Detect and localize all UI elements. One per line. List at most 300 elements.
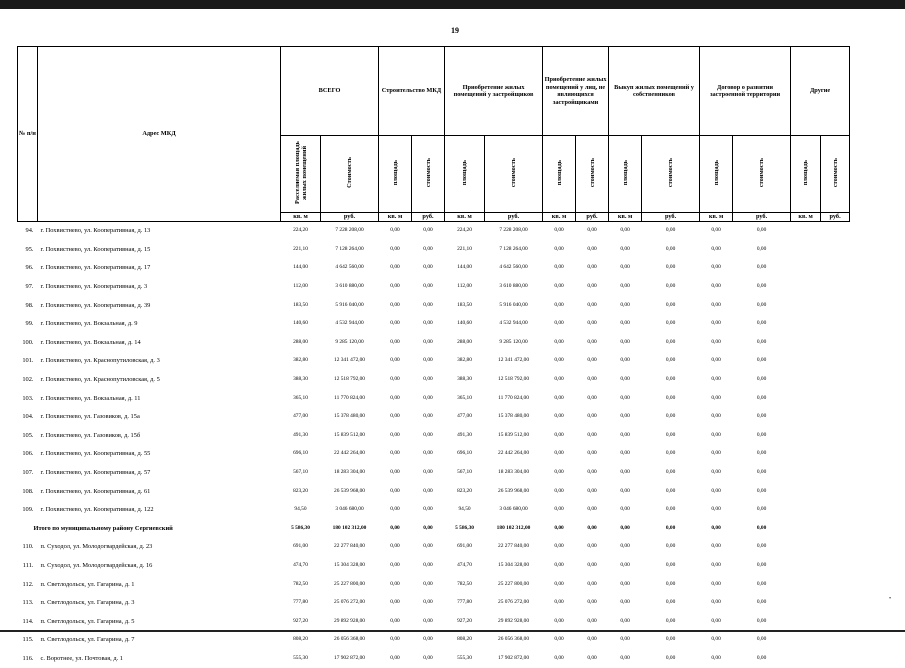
value-cell: 0,00 xyxy=(665,283,676,290)
value-cell xyxy=(821,370,850,389)
row-address: п. Светлодольск, ул. Гагарина, д. 3 xyxy=(40,599,135,607)
value-cell: 144,00 xyxy=(293,264,308,271)
value-cell: 0,00 xyxy=(665,245,676,252)
value-cell: 0,00 xyxy=(711,617,721,624)
value-cell: 15 378 480,00 xyxy=(498,413,530,420)
value-cell: 365,10 xyxy=(457,394,472,401)
value-cell: 0,00 xyxy=(665,450,676,457)
value-cell: 144,00 xyxy=(457,264,472,271)
value-cell xyxy=(821,445,850,464)
value-cell xyxy=(821,649,850,668)
value-cell: 696,10 xyxy=(293,450,308,457)
value-cell: 0,00 xyxy=(390,580,400,587)
value-cell: 0,00 xyxy=(390,469,400,476)
value-cell: 0,00 xyxy=(711,450,721,457)
value-cell: 25 076 272,00 xyxy=(334,599,365,606)
value-cell: 0,00 xyxy=(390,617,400,624)
value-cell: 0,00 xyxy=(587,617,597,624)
value-cell xyxy=(821,389,850,408)
value-cell: 0,00 xyxy=(756,580,767,587)
scan-bottom-edge xyxy=(0,630,905,632)
row-number: 103. xyxy=(22,394,34,402)
row-address: г. Похвистнево, ул. Кооперативная, д. 3 xyxy=(40,283,148,291)
value-cell: 0,00 xyxy=(587,376,597,383)
value-cell: 288,00 xyxy=(293,338,308,345)
row-address: г. Похвистнево, ул. Вокзальная, д. 11 xyxy=(40,394,141,402)
value-cell: 11 770 824,00 xyxy=(334,394,365,401)
value-cell: 94,50 xyxy=(294,506,307,513)
value-cell: 0,00 xyxy=(620,320,630,327)
value-cell: 0,00 xyxy=(665,487,676,494)
value-cell: 0,00 xyxy=(390,394,400,401)
value-cell: 0,00 xyxy=(554,320,564,327)
value-cell: 0,00 xyxy=(711,561,721,568)
value-cell: 0,00 xyxy=(587,636,597,643)
value-cell: 808,20 xyxy=(293,636,308,643)
table-row xyxy=(18,352,850,371)
value-cell: 0,00 xyxy=(587,580,597,587)
value-cell: 696,10 xyxy=(457,450,472,457)
value-cell: 0,00 xyxy=(423,320,433,327)
value-cell: 0,00 xyxy=(620,636,630,643)
col-address-header: Адрес МКД xyxy=(38,47,281,222)
value-cell: 0,00 xyxy=(711,283,721,290)
value-cell: 0,00 xyxy=(587,283,597,290)
value-cell: 0,00 xyxy=(587,431,597,438)
value-cell: 0,00 xyxy=(587,561,597,568)
value-cell: 0,00 xyxy=(423,431,433,438)
value-cell: 808,20 xyxy=(457,636,472,643)
row-address: с. Воротнее, ул. Почтовая, д. 1 xyxy=(40,654,123,662)
col-num-header: № п/н xyxy=(18,47,38,222)
value-cell: 0,00 xyxy=(711,338,721,345)
value-cell: 491,30 xyxy=(457,431,472,438)
subheader-cell xyxy=(412,136,445,213)
value-cell xyxy=(791,259,821,278)
value-cell: 0,00 xyxy=(390,524,400,531)
value-cell: 0,00 xyxy=(423,227,433,234)
value-cell: 0,00 xyxy=(756,487,767,494)
value-cell: 180 102 312,00 xyxy=(332,524,367,531)
group-header-total: ВСЕГО xyxy=(281,47,379,136)
row-address: п. Суходол, ул. Молодогвардейская, д. 16 xyxy=(40,561,153,569)
value-cell: 0,00 xyxy=(423,617,433,624)
value-cell: 0,00 xyxy=(665,561,676,568)
value-cell: 0,00 xyxy=(711,580,721,587)
unit-cell: кв. м xyxy=(700,212,733,221)
value-cell: 0,00 xyxy=(665,524,676,531)
row-number: 100. xyxy=(22,338,34,346)
row-address: п. Светлодольск, ул. Гагарина, д. 1 xyxy=(40,580,135,588)
subheader-cell xyxy=(821,136,850,213)
value-cell xyxy=(791,296,821,315)
value-cell: 0,00 xyxy=(423,376,433,383)
value-cell: 0,00 xyxy=(620,543,630,550)
value-cell: 0,00 xyxy=(756,320,767,327)
value-cell: 0,00 xyxy=(665,227,676,234)
value-cell: 0,00 xyxy=(711,654,721,661)
value-cell: 22 442 264,00 xyxy=(498,450,530,457)
value-cell: 555,30 xyxy=(457,654,472,661)
value-cell: 0,00 xyxy=(711,301,721,308)
value-cell: 288,00 xyxy=(457,338,472,345)
value-cell: 0,00 xyxy=(423,413,433,420)
subheader-cell xyxy=(543,136,576,213)
value-cell xyxy=(791,277,821,296)
subheader-label: стоимость xyxy=(424,157,432,188)
table-row xyxy=(18,277,850,296)
unit-cell: кв. м xyxy=(609,212,642,221)
value-cell: 0,00 xyxy=(554,376,564,383)
value-cell: 0,00 xyxy=(620,338,630,345)
value-cell: 0,00 xyxy=(665,599,676,606)
value-cell: 25 076 272,00 xyxy=(498,599,530,606)
value-cell: 5 916 040,00 xyxy=(499,301,528,308)
subheader-cell xyxy=(281,136,321,213)
value-cell: 0,00 xyxy=(711,599,721,606)
value-cell: 388,30 xyxy=(457,376,472,383)
value-cell: 0,00 xyxy=(554,450,564,457)
value-cell: 474,70 xyxy=(293,561,308,568)
value-cell xyxy=(821,556,850,575)
value-cell: 0,00 xyxy=(620,599,630,606)
value-cell: 0,00 xyxy=(554,283,564,290)
value-cell: 0,00 xyxy=(587,227,597,234)
value-cell: 22 277 840,00 xyxy=(498,543,530,550)
value-cell xyxy=(821,463,850,482)
value-cell: 0,00 xyxy=(756,543,767,550)
value-cell: 382,80 xyxy=(293,357,308,364)
table-row xyxy=(18,612,850,631)
value-cell xyxy=(791,445,821,464)
value-cell: 691,00 xyxy=(293,543,308,550)
value-cell xyxy=(821,612,850,631)
value-cell: 0,00 xyxy=(756,506,767,513)
value-cell: 0,00 xyxy=(756,524,767,531)
value-cell: 0,00 xyxy=(665,636,676,643)
row-address: г. Похвистнево, ул. Кооперативная, д. 15 xyxy=(40,245,151,253)
table-row xyxy=(18,500,850,519)
value-cell: 15 378 480,00 xyxy=(334,413,365,420)
total-label: Итого по муниципальному району Сергиевский xyxy=(33,524,173,532)
value-cell: 0,00 xyxy=(665,413,676,420)
value-cell: 0,00 xyxy=(423,338,433,345)
value-cell: 183,50 xyxy=(293,301,308,308)
subheader-label: площадь xyxy=(802,159,810,186)
subheader-label: площадь xyxy=(461,159,469,186)
value-cell: 12 518 792,00 xyxy=(334,376,365,383)
value-cell: 0,00 xyxy=(554,524,564,531)
value-cell: 0,00 xyxy=(587,487,597,494)
value-cell: 0,00 xyxy=(620,301,630,308)
subheader-cell xyxy=(791,136,821,213)
value-cell: 221,10 xyxy=(457,245,472,252)
value-cell: 0,00 xyxy=(711,357,721,364)
value-cell: 0,00 xyxy=(756,599,767,606)
value-cell: 0,00 xyxy=(665,580,676,587)
value-cell: 0,00 xyxy=(756,338,767,345)
value-cell xyxy=(791,519,821,538)
value-cell: 0,00 xyxy=(620,506,630,513)
value-cell xyxy=(791,593,821,612)
value-cell xyxy=(821,314,850,333)
row-number: 110. xyxy=(22,543,34,551)
value-cell: 0,00 xyxy=(554,636,564,643)
value-cell: 0,00 xyxy=(620,245,630,252)
value-cell: 0,00 xyxy=(423,543,433,550)
value-cell: 17 902 872,00 xyxy=(334,654,365,661)
value-cell: 0,00 xyxy=(620,413,630,420)
group-header-other: Другие xyxy=(791,47,850,136)
value-cell: 0,00 xyxy=(554,357,564,364)
value-cell: 0,00 xyxy=(587,543,597,550)
value-cell: 0,00 xyxy=(423,506,433,513)
value-cell: 224,20 xyxy=(457,227,472,234)
value-cell: 12 341 472,00 xyxy=(498,357,530,364)
table-row xyxy=(18,389,850,408)
value-cell: 180 102 312,00 xyxy=(496,524,531,531)
value-cell xyxy=(821,538,850,557)
row-number: 95. xyxy=(25,245,34,253)
group-header-construction: Строительство МКД xyxy=(379,47,445,136)
value-cell: 0,00 xyxy=(620,227,630,234)
value-cell: 0,00 xyxy=(711,245,721,252)
value-cell: 0,00 xyxy=(665,357,676,364)
row-number: 97. xyxy=(25,283,34,291)
value-cell: 0,00 xyxy=(620,617,630,624)
value-cell: 0,00 xyxy=(554,580,564,587)
value-cell: 0,00 xyxy=(756,617,767,624)
row-address: г. Похвистнево, ул. Кооперативная, д. 122 xyxy=(40,506,154,514)
value-cell: 0,00 xyxy=(756,636,767,643)
value-cell xyxy=(821,352,850,371)
unit-cell: кв. м xyxy=(791,212,821,221)
row-number: 115. xyxy=(22,636,34,644)
value-cell: 183,50 xyxy=(457,301,472,308)
unit-cell: руб. xyxy=(576,212,609,221)
value-cell: 5 586,30 xyxy=(291,524,310,531)
value-cell: 4 642 560,00 xyxy=(499,264,528,271)
value-cell: 0,00 xyxy=(587,450,597,457)
value-cell: 0,00 xyxy=(587,469,597,476)
subheader-cell xyxy=(700,136,733,213)
scan-top-edge xyxy=(0,0,905,9)
row-number: 109. xyxy=(22,506,34,514)
unit-cell: руб. xyxy=(733,212,791,221)
value-cell: 0,00 xyxy=(665,431,676,438)
value-cell: 823,20 xyxy=(457,487,472,494)
value-cell: 0,00 xyxy=(554,617,564,624)
value-cell: 0,00 xyxy=(423,487,433,494)
value-cell: 0,00 xyxy=(620,524,630,531)
value-cell: 0,00 xyxy=(756,431,767,438)
value-cell: 0,00 xyxy=(390,264,400,271)
row-address: г. Похвистнево, ул. Вокзальная, д. 9 xyxy=(40,320,138,328)
value-cell: 0,00 xyxy=(554,264,564,271)
row-address: г. Похвистнево, ул. Кооперативная, д. 39 xyxy=(40,301,151,309)
value-cell xyxy=(821,426,850,445)
value-cell xyxy=(821,407,850,426)
value-cell: 0,00 xyxy=(554,561,564,568)
table-row xyxy=(18,482,850,501)
value-cell: 0,00 xyxy=(587,394,597,401)
value-cell: 491,30 xyxy=(293,431,308,438)
value-cell: 0,00 xyxy=(554,338,564,345)
value-cell: 0,00 xyxy=(711,394,721,401)
value-cell: 0,00 xyxy=(587,506,597,513)
value-cell: 0,00 xyxy=(423,654,433,661)
value-cell xyxy=(821,221,850,240)
value-cell: 0,00 xyxy=(756,357,767,364)
value-cell: 0,00 xyxy=(587,524,597,531)
value-cell: 0,00 xyxy=(620,469,630,476)
value-cell: 477,00 xyxy=(293,413,308,420)
value-cell: 29 892 928,00 xyxy=(334,617,365,624)
value-cell: 691,00 xyxy=(457,543,472,550)
value-cell xyxy=(791,352,821,371)
value-cell: 140,60 xyxy=(457,320,472,327)
value-cell: 0,00 xyxy=(711,320,721,327)
value-cell: 0,00 xyxy=(756,654,767,661)
value-cell xyxy=(791,538,821,557)
value-cell: 474,70 xyxy=(457,561,472,568)
value-cell: 0,00 xyxy=(390,320,400,327)
row-address: г. Похвистнево, ул. Кооперативная, д. 61 xyxy=(40,487,151,495)
value-cell: 0,00 xyxy=(554,543,564,550)
value-cell: 0,00 xyxy=(587,301,597,308)
value-cell: 0,00 xyxy=(587,357,597,364)
table-row xyxy=(18,370,850,389)
value-cell: 0,00 xyxy=(620,376,630,383)
value-cell: 0,00 xyxy=(665,264,676,271)
value-cell: 782,50 xyxy=(293,580,308,587)
value-cell: 0,00 xyxy=(390,376,400,383)
table-row xyxy=(18,314,850,333)
value-cell: 0,00 xyxy=(554,599,564,606)
value-cell: 12 341 472,00 xyxy=(334,357,365,364)
value-cell: 0,00 xyxy=(587,654,597,661)
subheader-cell xyxy=(609,136,642,213)
value-cell: 0,00 xyxy=(390,227,400,234)
value-cell: 0,00 xyxy=(711,636,721,643)
value-cell: 0,00 xyxy=(620,450,630,457)
value-cell: 0,00 xyxy=(390,506,400,513)
value-cell: 0,00 xyxy=(620,654,630,661)
unit-cell: кв. м xyxy=(281,212,321,221)
subheader-cell xyxy=(576,136,609,213)
value-cell: 0,00 xyxy=(711,487,721,494)
value-cell: 112,00 xyxy=(293,283,308,290)
value-cell: 0,00 xyxy=(665,654,676,661)
value-cell xyxy=(791,500,821,519)
value-cell: 9 285 120,00 xyxy=(499,338,528,345)
value-cell: 0,00 xyxy=(711,431,721,438)
value-cell: 0,00 xyxy=(665,617,676,624)
subheader-label: стоимость xyxy=(588,157,596,188)
row-address: п. Суходол, ул. Молодогвардейская, д. 23 xyxy=(40,543,153,551)
row-number: 108. xyxy=(22,487,34,495)
row-number: 114. xyxy=(22,617,34,625)
value-cell xyxy=(821,593,850,612)
value-cell: 140,60 xyxy=(293,320,308,327)
value-cell: 477,00 xyxy=(457,413,472,420)
row-address: г. Похвистнево, ул. Кооперативная, д. 57 xyxy=(40,469,151,477)
value-cell: 221,10 xyxy=(293,245,308,252)
unit-cell: руб. xyxy=(642,212,700,221)
value-cell: 0,00 xyxy=(390,450,400,457)
row-number: 101. xyxy=(22,357,34,365)
value-cell: 0,00 xyxy=(620,561,630,568)
value-cell: 0,00 xyxy=(756,264,767,271)
table-row xyxy=(18,240,850,259)
value-cell: 15 839 512,00 xyxy=(334,431,365,438)
value-cell: 0,00 xyxy=(390,338,400,345)
row-address: п. Светлодольск, ул. Гагарина, д. 7 xyxy=(40,636,135,644)
value-cell: 0,00 xyxy=(620,357,630,364)
value-cell: 365,10 xyxy=(293,394,308,401)
value-cell: 0,00 xyxy=(711,264,721,271)
value-cell: 7 228 208,00 xyxy=(499,227,528,234)
value-cell: 0,00 xyxy=(711,469,721,476)
value-cell: 26 056 368,00 xyxy=(498,636,530,643)
value-cell: 0,00 xyxy=(423,394,433,401)
table-row xyxy=(18,296,850,315)
value-cell xyxy=(791,407,821,426)
unit-cell: руб. xyxy=(412,212,445,221)
value-cell: 0,00 xyxy=(554,506,564,513)
value-cell xyxy=(821,519,850,538)
value-cell: 0,00 xyxy=(756,227,767,234)
value-cell: 17 902 872,00 xyxy=(498,654,530,661)
subheader-label: площадь xyxy=(712,159,720,186)
value-cell: 0,00 xyxy=(587,245,597,252)
value-cell xyxy=(791,426,821,445)
value-cell: 29 892 928,00 xyxy=(498,617,530,624)
value-cell: 0,00 xyxy=(390,283,400,290)
row-number: 99. xyxy=(25,320,34,328)
row-number: 104. xyxy=(22,413,34,421)
value-cell xyxy=(791,575,821,594)
row-address: г. Похвистнево, ул. Газовиков, д. 15б xyxy=(40,431,141,439)
subheader-label: стоимость xyxy=(667,157,675,188)
value-cell xyxy=(821,277,850,296)
value-cell xyxy=(791,314,821,333)
value-cell: 3 046 680,00 xyxy=(335,506,364,513)
value-cell: 0,00 xyxy=(390,654,400,661)
total-row xyxy=(18,519,850,538)
row-address: г. Похвистнево, ул. Кооперативная, д. 13 xyxy=(40,227,151,235)
value-cell: 0,00 xyxy=(756,469,767,476)
value-cell xyxy=(821,240,850,259)
value-cell: 0,00 xyxy=(554,413,564,420)
unit-cell: руб. xyxy=(821,212,850,221)
value-cell: 7 128 264,00 xyxy=(335,245,364,252)
value-cell: 0,00 xyxy=(423,561,433,568)
row-number: 116. xyxy=(22,654,34,662)
value-cell: 567,10 xyxy=(457,469,472,476)
value-cell: 388,30 xyxy=(293,376,308,383)
value-cell: 0,00 xyxy=(423,245,433,252)
value-cell: 0,00 xyxy=(665,338,676,345)
value-cell: 0,00 xyxy=(711,376,721,383)
value-cell: 22 442 264,00 xyxy=(334,450,365,457)
table-row xyxy=(18,593,850,612)
value-cell: 382,80 xyxy=(457,357,472,364)
value-cell: 777,80 xyxy=(293,599,308,606)
value-cell: 823,20 xyxy=(293,487,308,494)
value-cell: 0,00 xyxy=(390,357,400,364)
group-header-buyout-owners: Выкуп жилых помещений у собственников xyxy=(609,47,700,136)
